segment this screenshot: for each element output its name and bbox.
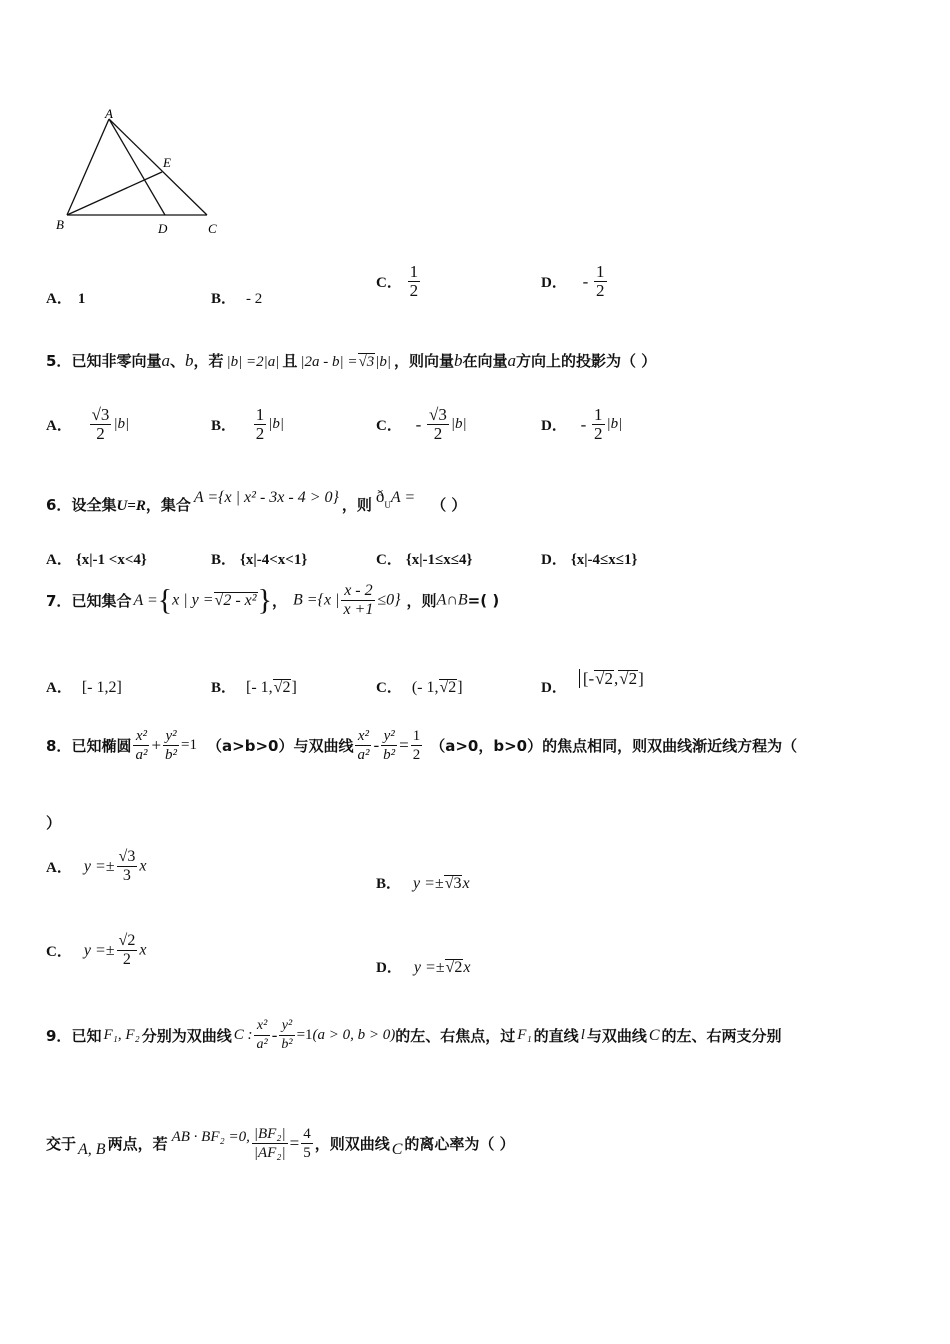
q4-option-d: D． - $\frac{1}{2}$ (541, 262, 605, 300)
q5-stem: 5．已知非零向量a、b，若 |b| =2|a| 且 |2a - b| =√3|b| ，则向量b在向量a方向上的投影为（ ） (46, 351, 657, 370)
q8-stem: 8．已知椭圆 $\frac{\text{x²}}{\text{a²}}$ + $\frac{\text{y²}}{\text{b²}}$ =1 （a>b>0）与双曲线 $\frac{\text{x²}}{\text{a²}}$ - $\frac{\text{y²}}{\text{b²}}$ = $\frac{1}{2}$ （a>0，b>0）的焦点相同，则双曲线渐近线方程为（ (46, 728, 798, 763)
fraction: $\frac{1}{2}$ (409, 262, 419, 300)
q7-stem: 7．已知集合 A ={x | y =√2 - x²}， B ={x | $\frac{x - 2}{x +1}$ ≤0} ，则A∩B=( ) (46, 582, 500, 618)
q8-option-d: D． y =±√2x (376, 959, 471, 976)
fraction: $\frac{1}{2}$ (596, 262, 605, 300)
q5-option-d: D． - $\frac{1}{2}$ |b| (541, 405, 623, 443)
point-e-label: E (163, 155, 171, 170)
fraction: $\frac{1}{2}$ (594, 405, 603, 443)
vertex-a-label: A (105, 106, 113, 121)
point-d-label: D (158, 221, 168, 236)
q6-option-b: B． {x|-4<x<1} (211, 552, 308, 568)
q5-option-c: C． - $\frac{√3}{2}$ |b| (376, 405, 467, 443)
q5-option-b: B． $\frac{1}{2}$ |b| (211, 405, 285, 443)
triangle-figure (50, 105, 230, 240)
vertex-c-label: C (208, 221, 217, 236)
q8-stem-close: ） (46, 814, 62, 832)
q6-option-a: A． {x|-1 <x<4} (46, 552, 147, 568)
q7-option-a: A． [- 1,2] (46, 679, 122, 696)
q7-option-b: B． [- 1,√2] (211, 679, 297, 696)
q4-option-c: C． $\frac{1}{2}$ (376, 262, 419, 300)
q9-stem-line2: 交于 A, B 两点，若 AB · BF₂ =0, $\frac{\text{|BF₂|}}{\text{|AF₂|}}$ = $\frac{4}{5}$ ，则双曲线 C 的离心率为（ ） (46, 1126, 515, 1161)
q4-option-a: A． 1 (46, 291, 86, 307)
q5-option-a: A． $\frac{√3}{2}$ |b| (46, 405, 130, 443)
q6-stem: 6．设全集U=R，集合 A ={x | x² - 3x - 4 > 0} ，则 ðUA = （ ） (46, 487, 467, 514)
edge-ab (67, 119, 109, 215)
fraction: $\frac{√3}{2}$ (429, 405, 447, 443)
q6-option-c: C． {x|-1≤x≤4} (376, 552, 473, 568)
q7-option-c: C． (- 1,√2] (376, 679, 463, 696)
edge-ac (109, 119, 207, 215)
q7-option-d: D． [-√2,√2] (541, 669, 644, 696)
q8-option-c: C． y =± $\frac{√2}{2}$ x (46, 932, 147, 968)
q4-option-b: B． - 2 (211, 291, 263, 307)
q8-option-b: B． y =±√3x (376, 875, 470, 892)
fraction: $\frac{√3}{2}$ (91, 405, 110, 443)
q9-stem-line1: 9．已知 F₁, F₂ 分别为双曲线 C : $\frac{\text{x²}}{\text{a²}}$ - $\frac{\text{y²}}{\text{b²}}$ =1(a > 0, b > 0)的左、右焦点，过 F₁ 的直线 l 与双曲线 C 的左、右两支分别 (46, 1018, 782, 1052)
vertex-b-label: B (56, 217, 64, 232)
fraction: $\frac{1}{2}$ (255, 405, 265, 443)
segment-be (67, 172, 162, 215)
q6-option-d: D． {x|-4≤x≤1} (541, 552, 638, 568)
segment-ad (109, 119, 165, 215)
q8-option-a: A． y =± $\frac{√3}{3}$ x (46, 848, 147, 884)
